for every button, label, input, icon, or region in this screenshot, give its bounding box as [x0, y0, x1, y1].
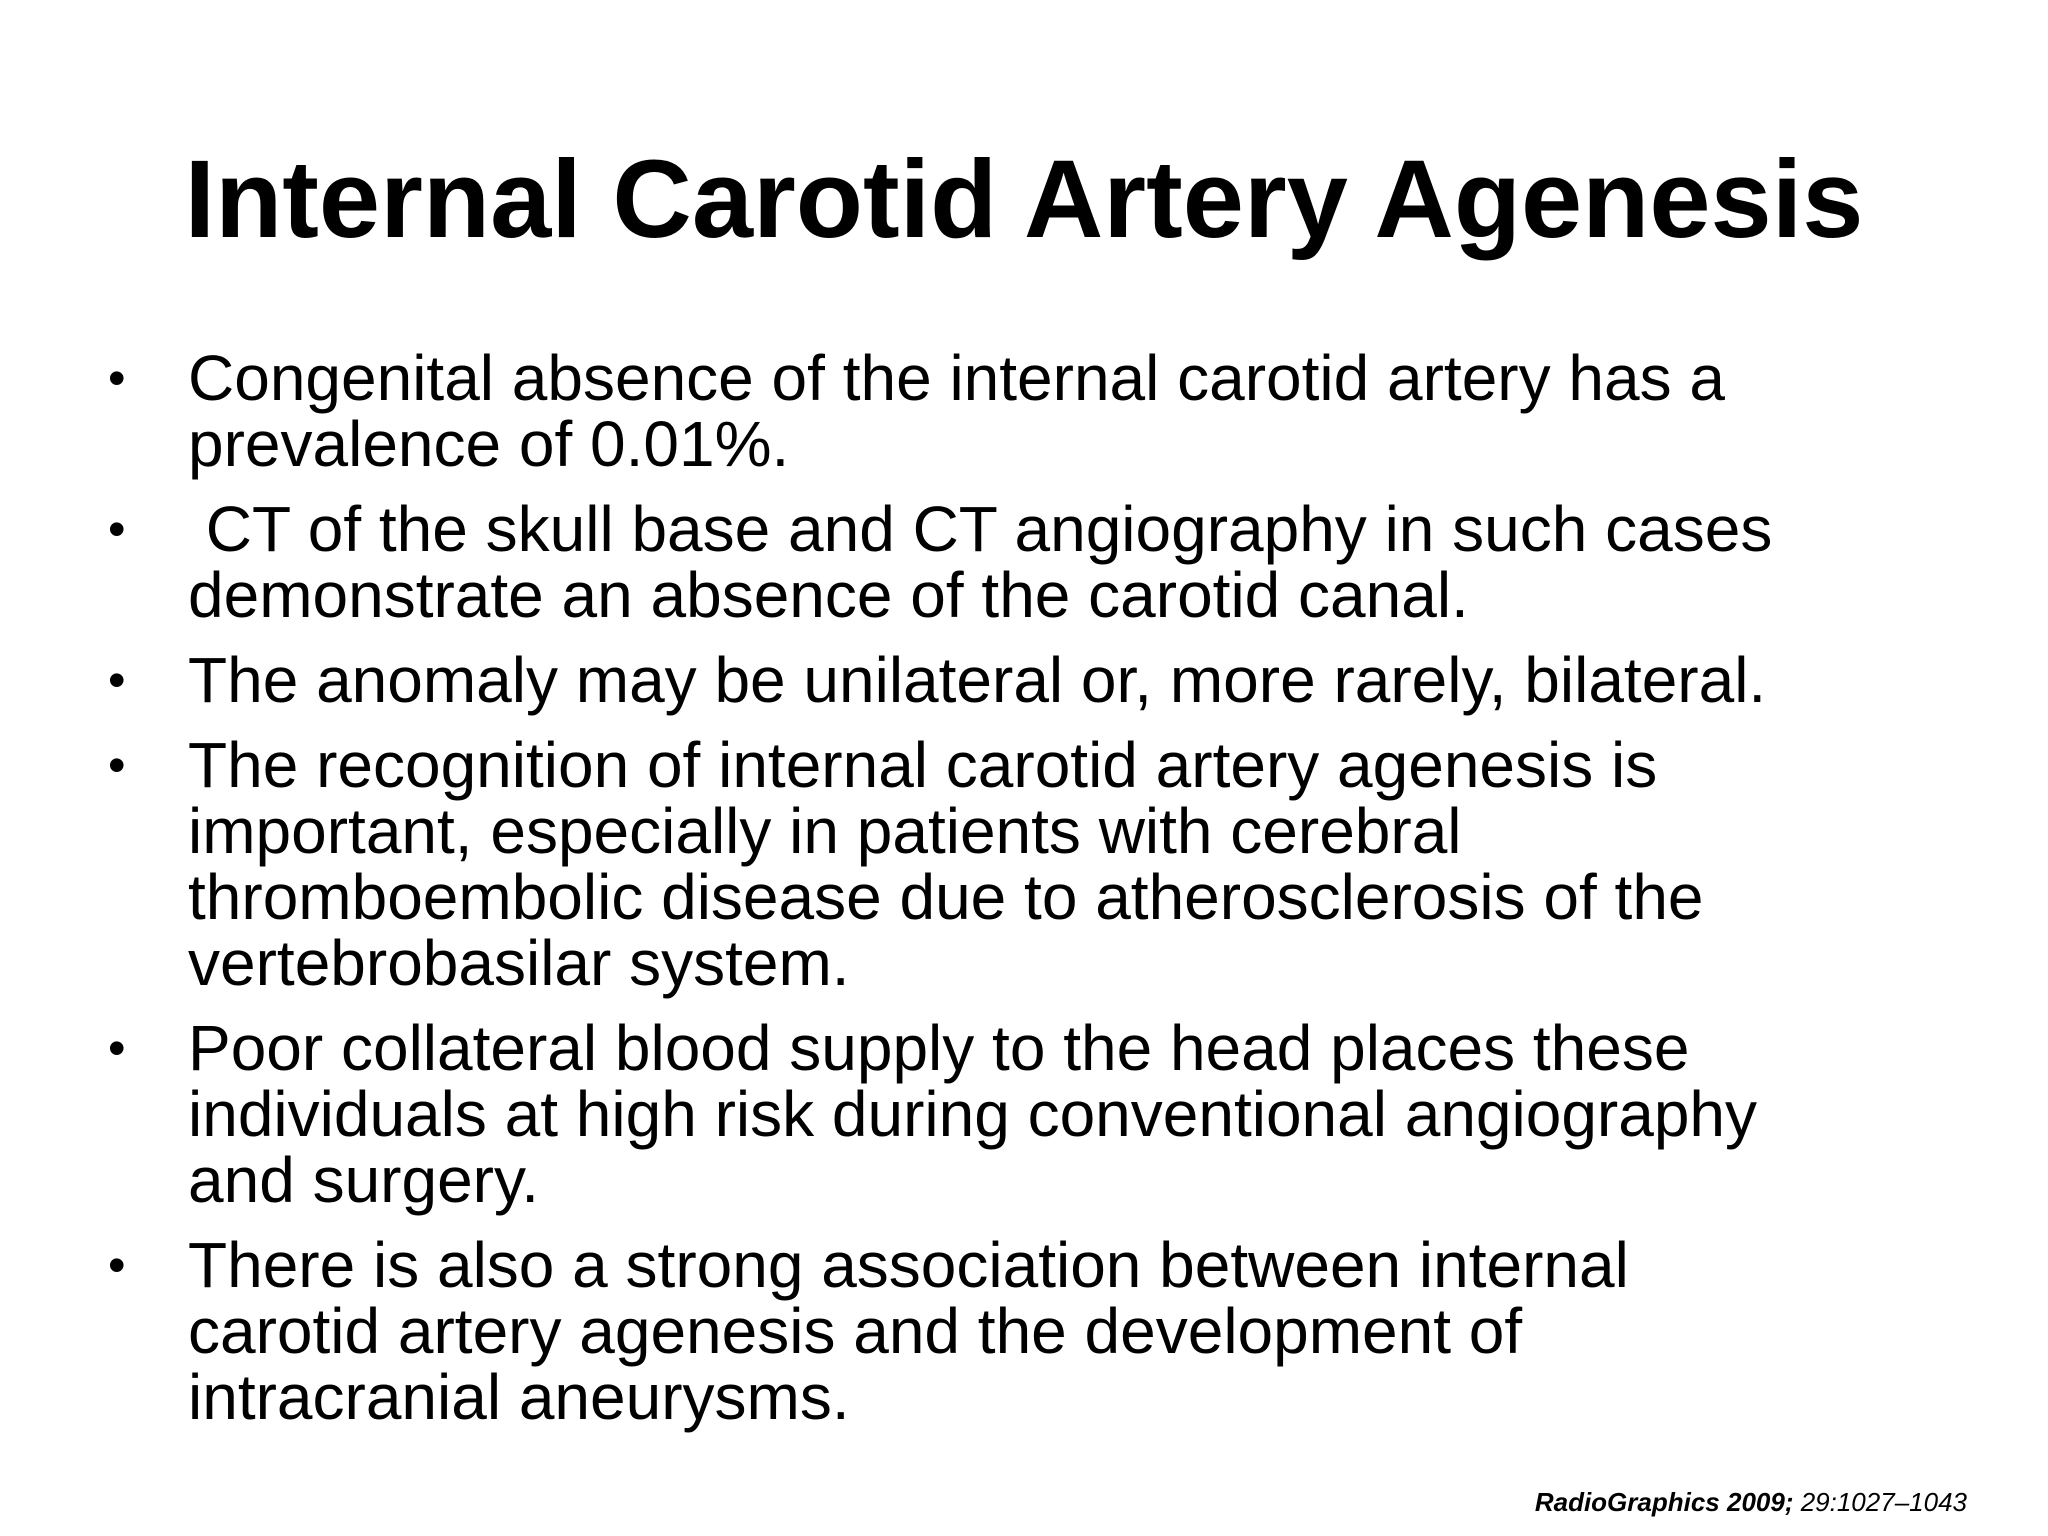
bullet-item [100, 1229, 2000, 1433]
bullet-line: thromboembolic disease due to atherosclerosis of the [188, 861, 1704, 933]
bullet-line: The anomaly may be unilateral or, more rarely, bilateral. [188, 644, 1767, 716]
bullet-line: demonstrate an absence of the carotid canal. [188, 559, 1469, 631]
bullet-item [100, 729, 2000, 999]
bullet-list [100, 342, 2000, 1449]
bullet-line: individuals at high risk during conventional angiography [188, 1078, 1757, 1150]
bullet-line: Congenital absence of the internal carotid artery has a [188, 342, 1725, 414]
bullet-icon: • [108, 737, 126, 793]
bullet-item [100, 493, 2000, 631]
bullet-line: vertebrobasilar system. [188, 927, 850, 999]
bullet-line: The recognition of internal carotid artery agenesis is [188, 729, 1658, 801]
bullet-item [100, 1012, 2000, 1216]
bullet-line: carotid artery agenesis and the development of [188, 1295, 1523, 1367]
bullet-icon: • [108, 501, 126, 557]
bullet-line: and surgery. [188, 1144, 539, 1216]
bullet-item [100, 342, 2000, 480]
bullet-line: There is also a strong association between internal [188, 1229, 1629, 1301]
citation-source: RadioGraphics 2009; [1534, 1487, 1794, 1517]
bullet-line: intracranial aneurysms. [188, 1361, 850, 1433]
bullet-icon: • [108, 350, 126, 406]
bullet-line: Poor collateral blood supply to the head places these [188, 1012, 1690, 1084]
bullet-icon: • [108, 652, 126, 708]
bullet-icon: • [108, 1237, 126, 1293]
citation [1535, 1487, 1967, 1517]
bullet-item [100, 644, 2000, 716]
bullet-line: CT of the skull base and CT angiography in such cases [188, 493, 1773, 565]
citation-pages: 29:1027–1043 [1793, 1487, 1967, 1517]
bullet-line: prevalence of 0.01%. [188, 408, 790, 480]
bullet-line: important, especially in patients with cerebral [188, 795, 1462, 867]
slide-title: Internal Carotid Artery Agenesis [184, 138, 1864, 261]
bullet-icon: • [108, 1020, 126, 1076]
